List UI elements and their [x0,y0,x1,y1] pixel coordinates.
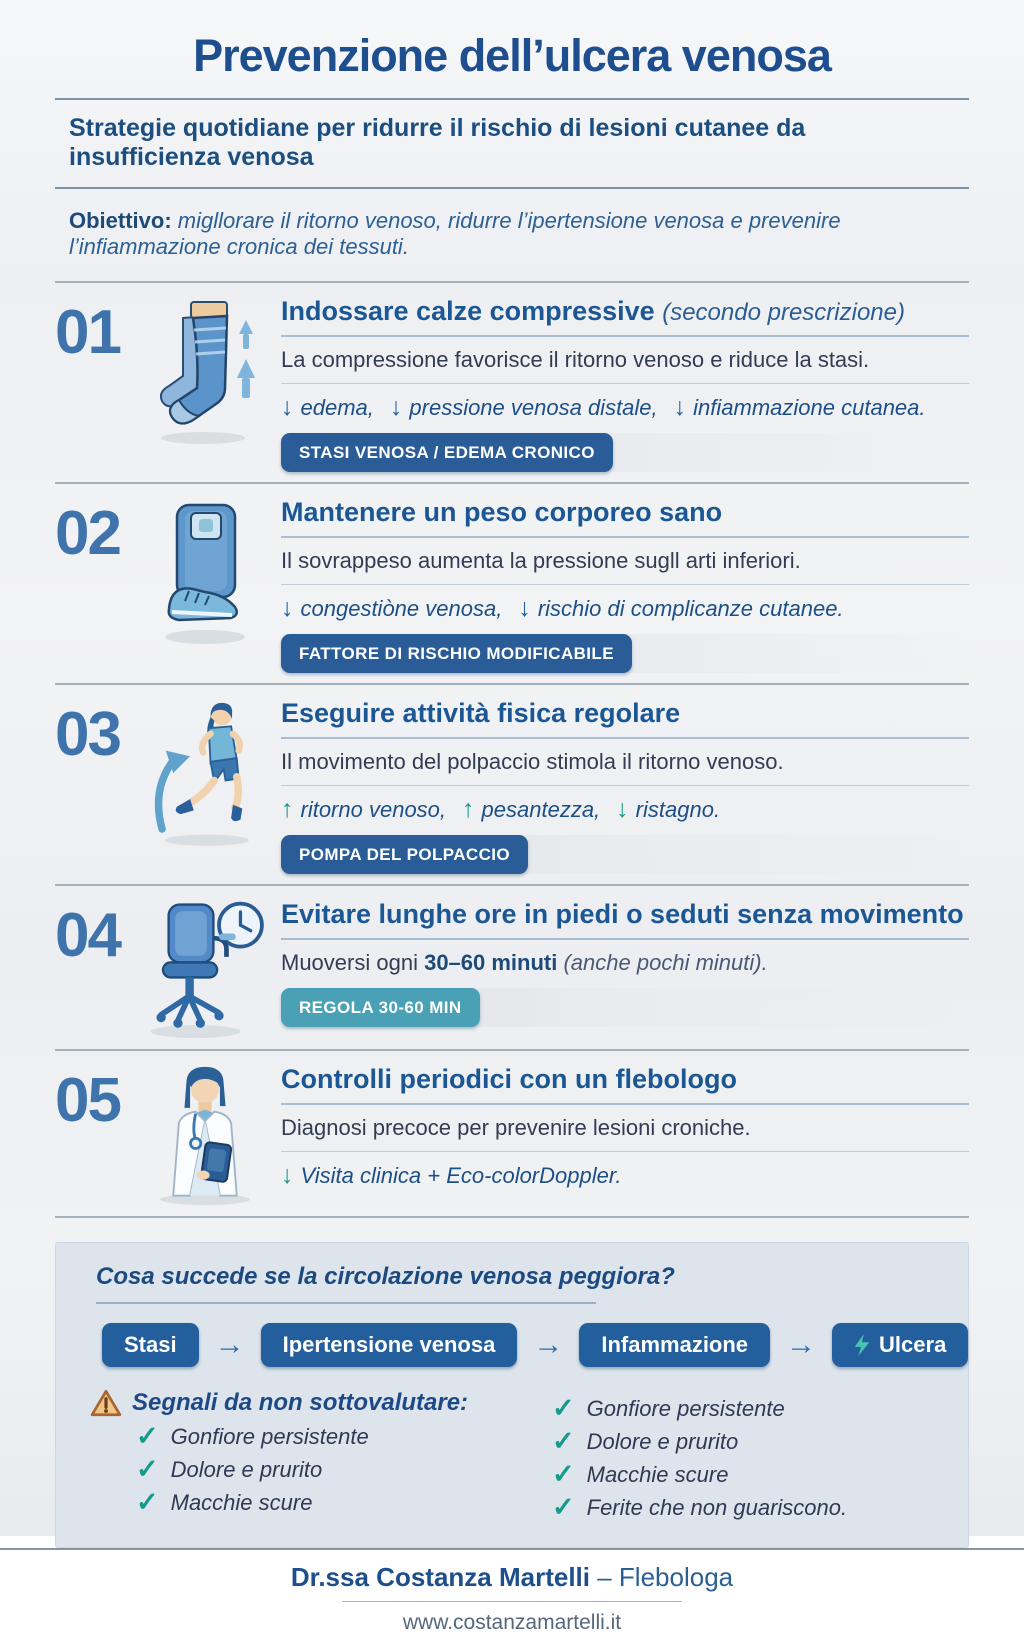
down-arrow-icon: ↓ [281,393,294,422]
divider [281,584,969,585]
status-badge: FATTORE DI RISCHIO MODIFICABILE [281,634,632,673]
chip-label: Ipertensione venosa [282,1332,496,1358]
warning-triangle-icon [90,1389,122,1417]
step-title-row [281,1064,969,1095]
effect-text: Visita clinica + Eco-colorDoppler. [300,1163,622,1189]
effect-text: congestiòne venosa, [300,596,503,622]
effect-text: edema, [300,395,374,421]
down-arrow-icon: ↓ [281,1161,294,1190]
progression-flow [82,1323,947,1367]
signal-item [136,1489,552,1516]
down-arrow-icon: ↓ [673,393,687,422]
step-content [269,296,969,472]
right-arrow-icon: → [533,1328,564,1362]
signals-header [90,1389,552,1417]
step-title-note: (secondo prescrizione) [662,299,905,326]
check-icon: ✓ [136,1454,159,1485]
check-icon: ✓ [136,1487,159,1518]
warning-signals [82,1389,942,1527]
signal-text: Gonfiore persistente [586,1395,785,1421]
footer-divider [342,1601,682,1602]
effect-item [281,395,374,421]
title-underline [281,536,969,538]
effect-item [462,797,600,823]
step-05 [0,1051,1024,1216]
body-weight-scale-icon [141,497,269,673]
up-arrow-icon: ↑ [281,795,294,824]
step-description: Il sovrappeso aumenta la pressione sugll arti inferiori. [281,548,801,574]
step-title-row [281,296,969,327]
check-icon: ✓ [136,1421,159,1452]
up-arrow-icon: ↑ [462,795,475,824]
step-number: 05 [55,1066,120,1136]
effect-text: ritorno venoso, [300,797,447,823]
step-number: 01 [55,298,120,367]
effect-item [390,395,658,421]
divider [281,1151,969,1152]
status-badge: STASI VENOSA / EDEMA CRONICO [281,433,613,472]
step-description [281,950,969,976]
badge-row [281,433,969,472]
effect-item [281,1163,621,1189]
divider [281,785,969,786]
header [0,0,1024,281]
walking-person-icon [141,698,269,874]
step-02 [0,484,1024,683]
signal-text: Macchie scure [586,1461,729,1487]
badge-row [281,835,969,874]
down-arrow-icon: ↓ [389,393,403,422]
step-content [269,1064,969,1206]
step-04 [0,886,1024,1049]
down-arrow-icon: ↓ [616,795,629,824]
effects-line [281,797,969,823]
page-title: Prevenzione dell’ulcera venosa [193,30,831,81]
step-content [269,497,969,673]
right-arrow-icon: → [214,1328,245,1362]
effect-item [616,797,720,823]
step-number: 04 [55,901,120,971]
step-number: 03 [55,700,120,770]
description-note: (anche pochi minuti). [563,950,768,976]
badge-row [281,988,969,1027]
step-title: Controlli periodici con un flebologo [281,1064,737,1095]
step-title: Indossare calze compressive [281,296,655,326]
scale-illustration [155,497,255,647]
step-title-row [281,497,969,528]
signal-text: Ferite che non guariscono. [586,1494,848,1520]
effect-text: infiammazione cutanea. [693,395,926,421]
section-divider [55,1216,969,1218]
effect-text: rischio di complicanze cutanee. [537,596,844,622]
step-title: Evitare lunghe ore in piedi o seduti senza movimento [281,899,964,930]
signal-item [552,1395,847,1422]
step-03 [0,685,1024,884]
signal-item [136,1423,552,1450]
divider [281,383,969,384]
chip-label: Ulcera [879,1332,947,1358]
step-content [269,698,969,874]
signals-column-left [90,1389,552,1527]
check-icon: ✓ [552,1393,575,1424]
flow-chip-ulcera [832,1323,968,1367]
panel-title: Cosa succede se la circolazione venosa peggiora? [96,1263,675,1291]
flow-chip-stasi [102,1323,199,1367]
effects-line [281,1163,969,1189]
status-badge: REGOLA 30-60 MIN [281,988,480,1027]
effects-line [281,395,969,421]
signal-text: Gonfiore persistente [170,1423,369,1449]
objective-text: migllorare il ritorno venoso, ridurre l’ipertensione venosa e prevenire l’infiammazione cronica dei tessuti. [69,208,841,259]
compression-socks-icon [141,296,269,472]
down-arrow-icon: ↓ [518,594,531,623]
effect-text: pesantezza, [481,797,601,823]
badge-row [281,634,969,673]
check-icon: ✓ [552,1459,575,1490]
chip-label: Infammazione [601,1332,749,1358]
signal-text: Dolore e prurito [586,1428,739,1454]
signal-text: Dolore e prurito [170,1456,323,1482]
objective-label: Obiettivo: [69,208,172,233]
office-chair-clock-icon [141,899,269,1039]
effect-item [674,395,926,421]
title-underline [281,335,969,337]
step-title-row [281,698,969,729]
step-number: 02 [55,499,120,569]
step-content [269,899,969,1039]
phlebologist-doctor-icon [141,1064,269,1206]
panel-title-underline [96,1302,596,1304]
description-bold: 30–60 minuti [424,950,558,976]
step-description: Il movimento del polpaccio stimola il ritorno venoso. [281,749,784,775]
walking-person-illustration [149,698,261,848]
status-badge: POMPA DEL POLPACCIO [281,835,528,874]
website-link[interactable]: www.costanzamartelli.it [402,1611,622,1635]
author-role: – Flebologa [597,1562,734,1593]
step-description: La compressione favorisce il ritorno venoso e riduce la stasi. [281,347,870,373]
effect-text: ristagno. [635,797,721,823]
footer [0,1548,1024,1649]
signal-item [552,1428,847,1455]
author-name: Dr.ssa Costanza Martelli [290,1562,590,1593]
signals-column-right [552,1389,847,1527]
description-prefix: Muoversi ogni [281,950,418,976]
step-title-row [281,899,969,930]
flow-chip-ipertensione [261,1323,518,1367]
check-icon: ✓ [552,1492,575,1523]
signal-item [136,1456,552,1483]
title-underline [281,737,969,739]
ulcer-flash-icon [854,1334,870,1356]
flow-chip-infiammazione [579,1323,770,1367]
subtitle: Strategie quotidiane per ridurre il rischio di lesioni cutanee da insufficienza venosa [69,114,806,171]
effect-item [281,797,446,823]
title-underline [281,1103,969,1105]
effect-item [281,596,502,622]
objective-line [55,189,969,281]
effects-line [281,596,969,622]
down-arrow-icon: ↓ [281,594,294,623]
doctor-illustration [149,1064,261,1206]
signal-text: Macchie scure [170,1489,313,1515]
step-description: Diagnosi precoce per prevenire lesioni croniche. [281,1115,751,1141]
office-chair-clock-illustration [144,899,266,1039]
signal-item [552,1461,847,1488]
worsening-panel [55,1242,969,1548]
effect-item [518,596,843,622]
signal-item [552,1494,847,1521]
right-arrow-icon: → [786,1328,817,1362]
step-title: Mantenere un peso corporeo sano [281,497,723,528]
step-title: Eseguire attività fisica regolare [281,698,681,729]
step-01 [0,283,1024,482]
author-line [0,1562,1024,1593]
compression-socks-illustration [153,296,258,446]
signals-title: Segnali da non sottovalutare: [132,1389,469,1417]
title-underline [281,938,969,940]
effect-text: pressione venosa distale, [409,395,658,421]
check-icon: ✓ [552,1426,575,1457]
chip-label: Stasi [124,1332,177,1358]
